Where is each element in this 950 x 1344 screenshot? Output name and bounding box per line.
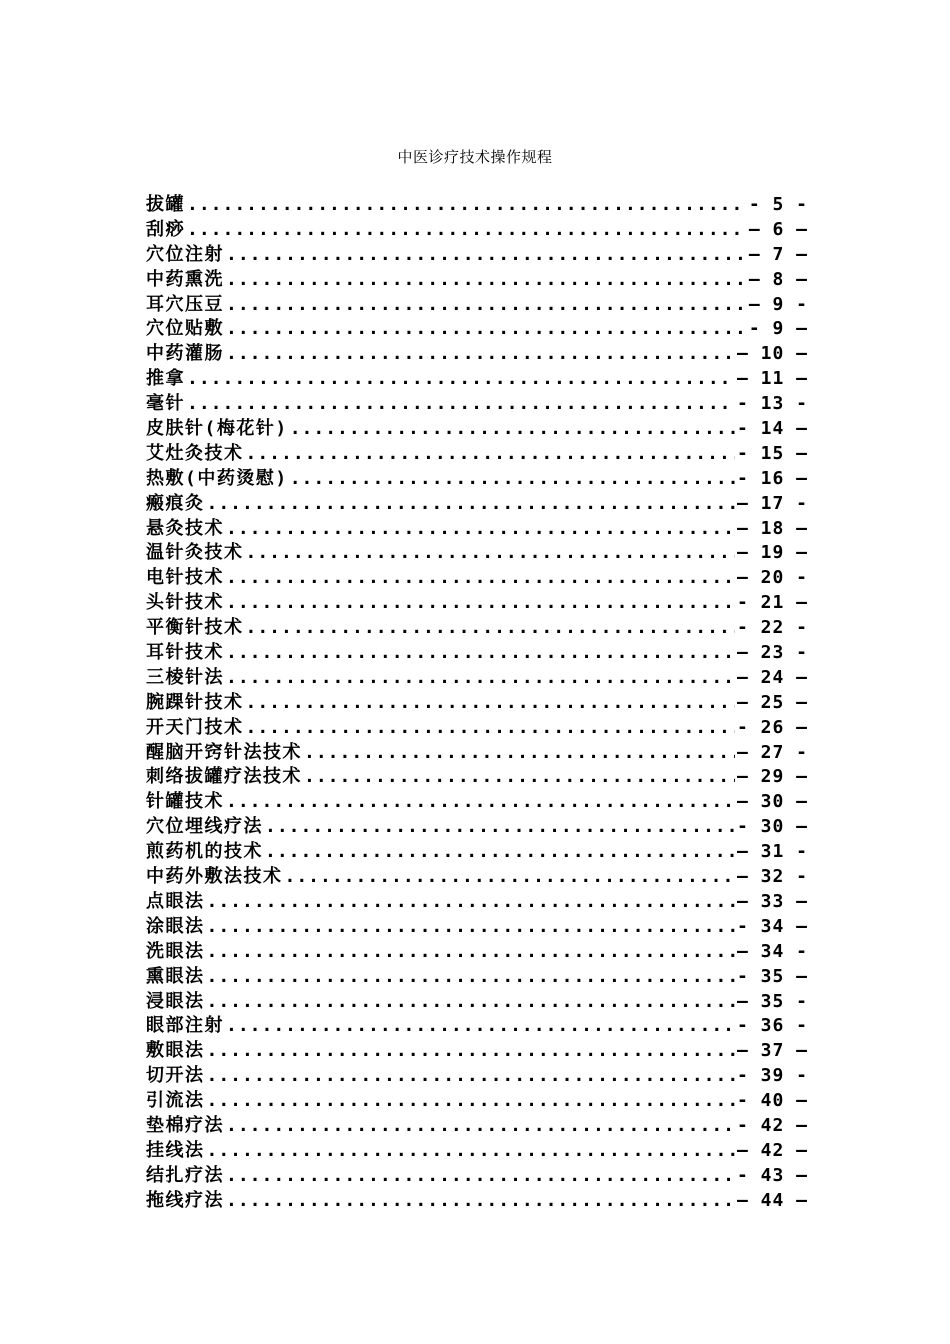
toc-entry-page: - 14 — bbox=[736, 418, 808, 439]
toc-entry-page: - 21 — bbox=[736, 592, 808, 614]
toc-entry-page: — 27 - bbox=[736, 741, 808, 763]
toc-entry[interactable] bbox=[146, 290, 808, 315]
toc-entry[interactable] bbox=[146, 762, 808, 787]
table-of-contents bbox=[146, 190, 808, 1211]
toc-entry-title: 针罐技术 bbox=[146, 791, 224, 813]
toc-entry[interactable] bbox=[146, 464, 808, 489]
toc-entry[interactable] bbox=[146, 787, 808, 812]
toc-entry-title: 推拿 bbox=[146, 368, 185, 390]
toc-dot-leader bbox=[246, 717, 735, 738]
toc-entry[interactable] bbox=[146, 713, 808, 738]
toc-dot-leader bbox=[226, 642, 735, 663]
toc-entry-page: — 17 - bbox=[736, 492, 808, 514]
toc-dot-leader bbox=[246, 617, 735, 638]
toc-dot-leader bbox=[187, 368, 735, 389]
page-header: 中医诊疗技术操作规程 bbox=[397, 148, 553, 166]
toc-entry-page: - 40 — bbox=[736, 1090, 808, 1111]
toc-entry[interactable] bbox=[146, 215, 808, 240]
toc-dot-leader bbox=[226, 1115, 735, 1136]
toc-entry[interactable] bbox=[146, 613, 808, 638]
toc-entry-page: — 31 - bbox=[736, 841, 808, 863]
toc-entry-page: - 16 — bbox=[736, 467, 808, 489]
toc-entry-title: 穴位埋线疗法 bbox=[146, 816, 263, 838]
toc-dot-leader bbox=[207, 1065, 735, 1086]
toc-entry[interactable] bbox=[146, 1011, 808, 1036]
toc-entry-page: — 9 - bbox=[748, 293, 808, 315]
toc-entry-title: 中药熏洗 bbox=[146, 268, 224, 290]
toc-entry-title: 穴位注射 bbox=[146, 243, 224, 265]
toc-entry[interactable] bbox=[146, 912, 808, 937]
toc-entry[interactable] bbox=[146, 563, 808, 588]
toc-entry[interactable] bbox=[146, 837, 808, 862]
toc-entry-title: 煎药机的技术 bbox=[146, 841, 263, 863]
toc-entry-title: 腕踝针技术 bbox=[146, 691, 244, 713]
toc-dot-leader bbox=[304, 742, 735, 763]
toc-entry-title: 洗眼法 bbox=[146, 940, 205, 962]
toc-dot-leader bbox=[304, 766, 735, 787]
toc-entry-title: 头针技术 bbox=[146, 592, 224, 614]
toc-entry-page: — 10 — bbox=[736, 343, 808, 365]
toc-entry-title: 敷眼法 bbox=[146, 1040, 205, 1062]
toc-entry[interactable] bbox=[146, 812, 808, 837]
toc-entry-title: 熏眼法 bbox=[146, 965, 205, 987]
toc-entry-page: — 25 — bbox=[736, 691, 808, 713]
toc-dot-leader bbox=[226, 269, 747, 290]
toc-entry[interactable] bbox=[146, 862, 808, 887]
toc-entry-page: — 23 - bbox=[736, 642, 808, 663]
toc-entry-page: - 9 — bbox=[748, 318, 808, 340]
toc-entry[interactable] bbox=[146, 439, 808, 464]
toc-entry-page: - 15 — bbox=[736, 442, 808, 464]
toc-entry[interactable] bbox=[146, 638, 808, 663]
toc-dot-leader bbox=[207, 493, 735, 514]
toc-dot-leader bbox=[226, 592, 735, 613]
toc-dot-leader bbox=[226, 343, 735, 364]
toc-dot-leader bbox=[187, 393, 735, 414]
toc-entry-title: 浸眼法 bbox=[146, 990, 205, 1012]
toc-entry[interactable] bbox=[146, 265, 808, 290]
toc-dot-leader bbox=[226, 567, 735, 588]
toc-entry-title: 中药灌肠 bbox=[146, 343, 224, 365]
toc-entry-page: — 6 — bbox=[748, 218, 808, 240]
toc-entry-page: - 39 - bbox=[736, 1065, 808, 1087]
toc-entry-title: 悬灸技术 bbox=[146, 517, 224, 539]
toc-dot-leader bbox=[207, 1140, 735, 1161]
toc-dot-leader bbox=[187, 194, 747, 215]
toc-entry-title: 点眼法 bbox=[146, 890, 205, 912]
toc-entry[interactable] bbox=[146, 1186, 808, 1211]
toc-entry[interactable] bbox=[146, 962, 808, 987]
toc-entry[interactable] bbox=[146, 389, 808, 414]
toc-entry-page: — 30 — bbox=[736, 791, 808, 813]
toc-entry-page: — 32 - bbox=[736, 866, 808, 887]
toc-entry-page: - 43 — bbox=[736, 1164, 808, 1186]
toc-entry-title: 耳针技术 bbox=[146, 642, 224, 663]
toc-dot-leader bbox=[246, 542, 735, 563]
toc-entry-title: 结扎疗法 bbox=[146, 1164, 224, 1186]
toc-entry-title: 切开法 bbox=[146, 1065, 205, 1087]
toc-dot-leader bbox=[285, 866, 735, 887]
toc-entry[interactable] bbox=[146, 937, 808, 962]
toc-entry-page: - 42 — bbox=[736, 1114, 808, 1136]
toc-entry-page: — 34 - bbox=[736, 940, 808, 962]
toc-entry-title: 平衡针技术 bbox=[146, 617, 244, 639]
toc-entry-page: — 42 — bbox=[736, 1139, 808, 1161]
toc-dot-leader bbox=[265, 816, 735, 837]
toc-entry-page: - 26 — bbox=[736, 716, 808, 738]
toc-entry[interactable] bbox=[146, 738, 808, 763]
toc-entry[interactable] bbox=[146, 364, 808, 389]
toc-entry-page: — 35 - bbox=[736, 990, 808, 1012]
toc-entry-title: 拖线疗法 bbox=[146, 1189, 224, 1211]
toc-entry-title: 眼部注射 bbox=[146, 1015, 224, 1037]
toc-entry-page: — 18 — bbox=[736, 517, 808, 539]
toc-entry[interactable] bbox=[146, 1111, 808, 1136]
toc-dot-leader bbox=[226, 518, 735, 539]
toc-entry-title: 毫针 bbox=[146, 393, 185, 415]
toc-entry-page: - 5 - bbox=[748, 194, 808, 215]
toc-dot-leader bbox=[207, 941, 735, 962]
toc-entry-title: 刮痧 bbox=[146, 218, 185, 240]
toc-entry[interactable] bbox=[146, 1086, 808, 1111]
toc-entry-page: — 29 — bbox=[736, 766, 808, 788]
toc-dot-leader bbox=[226, 791, 735, 812]
toc-entry-page: — 19 — bbox=[736, 542, 808, 564]
toc-entry-page: — 24 — bbox=[736, 666, 808, 688]
toc-dot-leader bbox=[226, 1015, 735, 1036]
toc-entry-page: — 11 — bbox=[736, 368, 808, 390]
toc-entry-title: 涂眼法 bbox=[146, 915, 205, 937]
toc-entry-page: — 20 - bbox=[736, 567, 808, 589]
toc-dot-leader bbox=[207, 966, 735, 987]
toc-entry[interactable] bbox=[146, 1061, 808, 1086]
toc-entry[interactable] bbox=[146, 1136, 808, 1161]
toc-dot-leader bbox=[226, 318, 747, 339]
toc-dot-leader bbox=[290, 418, 735, 439]
toc-entry[interactable] bbox=[146, 663, 808, 688]
toc-entry-title: 刺络拔罐疗法技术 bbox=[146, 766, 302, 788]
toc-entry-page: — 44 — bbox=[736, 1189, 808, 1211]
toc-dot-leader bbox=[226, 1165, 735, 1186]
toc-entry-title: 引流法 bbox=[146, 1090, 205, 1111]
toc-entry[interactable] bbox=[146, 240, 808, 265]
toc-entry-title: 电针技术 bbox=[146, 567, 224, 589]
toc-entry[interactable] bbox=[146, 514, 808, 539]
toc-entry-title: 开天门技术 bbox=[146, 716, 244, 738]
toc-entry[interactable] bbox=[146, 190, 808, 215]
toc-entry-page: - 36 - bbox=[736, 1015, 808, 1037]
toc-dot-leader bbox=[187, 219, 747, 240]
toc-entry[interactable] bbox=[146, 1161, 808, 1186]
toc-entry-page: — 7 — bbox=[748, 243, 808, 265]
toc-entry-title: 中药外敷法技术 bbox=[146, 866, 283, 887]
toc-entry-title: 挂线法 bbox=[146, 1139, 205, 1161]
toc-entry-title: 艾灶灸技术 bbox=[146, 442, 244, 464]
toc-entry[interactable] bbox=[146, 489, 808, 514]
toc-dot-leader bbox=[246, 443, 735, 464]
toc-entry-title: 瘢痕灸 bbox=[146, 492, 205, 514]
toc-dot-leader bbox=[290, 468, 735, 489]
toc-entry[interactable] bbox=[146, 538, 808, 563]
toc-dot-leader bbox=[207, 891, 735, 912]
toc-entry[interactable] bbox=[146, 688, 808, 713]
toc-entry-title: 耳穴压豆 bbox=[146, 293, 224, 315]
toc-dot-leader bbox=[226, 667, 735, 688]
toc-entry-page: - 34 — bbox=[736, 915, 808, 937]
toc-dot-leader bbox=[207, 1090, 735, 1111]
toc-entry-page: - 13 - bbox=[736, 393, 808, 415]
toc-dot-leader bbox=[226, 294, 747, 315]
toc-entry[interactable] bbox=[146, 987, 808, 1012]
toc-entry-title: 三棱针法 bbox=[146, 666, 224, 688]
toc-dot-leader bbox=[207, 1040, 735, 1061]
toc-dot-leader bbox=[226, 1190, 735, 1211]
toc-entry-page: — 8 — bbox=[748, 268, 808, 290]
toc-entry[interactable] bbox=[146, 1036, 808, 1061]
toc-entry-title: 皮肤针(梅花针) bbox=[146, 418, 288, 439]
toc-entry-title: 拔罐 bbox=[146, 194, 185, 215]
toc-entry-page: — 33 — bbox=[736, 890, 808, 912]
toc-dot-leader bbox=[246, 692, 735, 713]
toc-entry-title: 醒脑开窍针法技术 bbox=[146, 741, 302, 763]
toc-entry[interactable] bbox=[146, 887, 808, 912]
toc-entry-page: - 22 - bbox=[736, 617, 808, 639]
toc-dot-leader bbox=[265, 841, 735, 862]
toc-dot-leader bbox=[226, 244, 747, 265]
toc-entry-page: — 37 — bbox=[736, 1040, 808, 1062]
toc-dot-leader bbox=[207, 916, 735, 937]
toc-entry[interactable] bbox=[146, 339, 808, 364]
toc-dot-leader bbox=[207, 991, 735, 1012]
toc-entry-title: 热敷(中药烫慰) bbox=[146, 467, 288, 489]
toc-entry-page: - 35 — bbox=[736, 965, 808, 987]
toc-entry[interactable] bbox=[146, 588, 808, 613]
toc-entry-title: 温针灸技术 bbox=[146, 542, 244, 564]
toc-entry[interactable] bbox=[146, 414, 808, 439]
toc-entry[interactable] bbox=[146, 314, 808, 339]
toc-entry-page: - 30 — bbox=[736, 816, 808, 838]
toc-entry-title: 穴位贴敷 bbox=[146, 318, 224, 340]
toc-entry-title: 垫棉疗法 bbox=[146, 1114, 224, 1136]
